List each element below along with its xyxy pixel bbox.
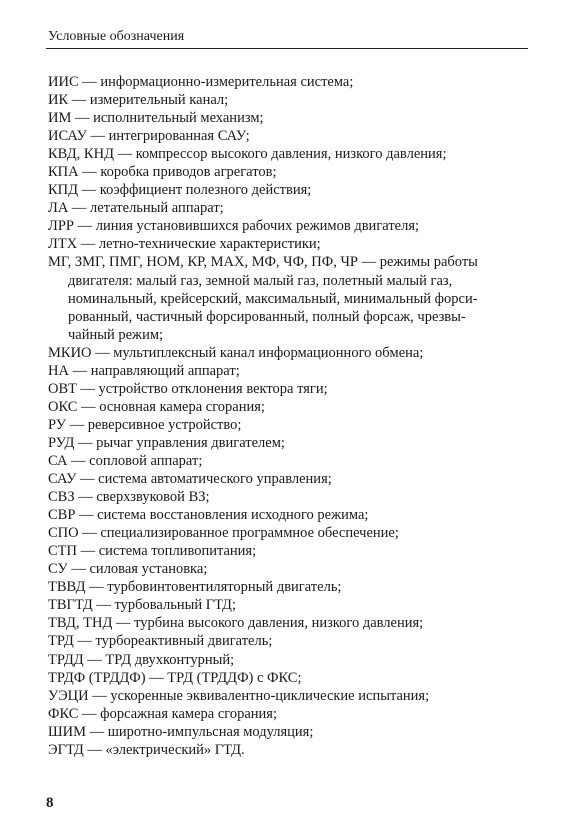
abbreviation-entry (48, 542, 529, 560)
abbreviation-text: СТП — система топливопитания; (48, 543, 257, 560)
abbreviation-text: ТВГТД — турбовальный ГТД; (48, 597, 236, 614)
abbreviation-list (48, 73, 529, 759)
abbreviation-text: ТРДД — ТРД двухконтурный; (48, 651, 235, 668)
abbreviation-entry (48, 578, 529, 596)
abbreviation-continuation: двигателя: малый газ, земной малый газ, полетный малый газ, (68, 272, 453, 289)
abbreviation-entry (48, 416, 529, 434)
header-rule (46, 48, 528, 49)
abbreviation-text: ЛА — летательный аппарат; (48, 200, 224, 217)
abbreviation-entry (48, 181, 529, 199)
abbreviation-entry (48, 145, 529, 163)
running-head: Условные обозначения (48, 29, 185, 44)
abbreviation-text: САУ — система автоматического управления; (48, 471, 332, 488)
abbreviation-entry (48, 344, 529, 362)
abbreviation-text: МГ, ЗМГ, ПМГ, НОМ, КР, МАХ, МФ, ЧФ, ПФ, ЧР — режимы работы (48, 254, 478, 271)
abbreviation-text: СА — сопловой аппарат; (48, 452, 203, 469)
abbreviation-entry (48, 163, 529, 181)
abbreviation-text: МКИО — мультиплексный канал информационного обмена; (48, 344, 424, 361)
abbreviation-text: ИСАУ — интегрированная САУ; (48, 128, 250, 145)
abbreviation-continuation: номинальный, крейсерский, максимальный, минимальный форси- (68, 290, 478, 307)
abbreviation-text: ФКС — форсажная камера сгорания; (48, 705, 277, 722)
abbreviation-entry (48, 434, 529, 452)
abbreviation-text: ТРД — турбореактивный двигатель; (48, 633, 273, 650)
abbreviation-entry (48, 235, 529, 253)
abbreviation-entry (48, 380, 529, 398)
abbreviation-text: СВР — система восстановления исходного режима; (48, 507, 369, 524)
abbreviation-entry (48, 109, 529, 127)
abbreviation-text: РУ — реверсивное устройство; (48, 416, 242, 433)
abbreviation-text: ТВД, ТНД — турбина высокого давления, низкого давления; (48, 615, 424, 632)
abbreviation-text: ШИМ — широтно-импульсная модуляция; (48, 723, 314, 740)
abbreviation-text: УЭЦИ — ускоренные эквивалентно-циклические испытания; (48, 687, 430, 704)
abbreviation-entry (48, 632, 529, 650)
abbreviation-entry (48, 741, 529, 759)
abbreviation-text: ЭГТД — «электрический» ГТД. (48, 741, 245, 758)
abbreviation-entry (48, 560, 529, 578)
abbreviation-entry (48, 398, 529, 416)
abbreviation-text: КПД — коэффициент полезного действия; (48, 182, 312, 199)
abbreviation-entry (48, 217, 529, 235)
abbreviation-entry (48, 687, 529, 705)
abbreviation-text: ТРДФ (ТРДДФ) — ТРД (ТРДДФ) с ФКС; (48, 669, 302, 686)
abbreviation-text: ТВВД — турбовинтовентиляторный двигатель; (48, 579, 342, 596)
abbreviation-continuation: чайный режим; (68, 326, 164, 343)
abbreviation-text: СВЗ — сверхзвуковой ВЗ; (48, 489, 210, 506)
abbreviation-entry (48, 705, 529, 723)
abbreviation-text: СУ — силовая установка; (48, 561, 208, 578)
abbreviation-entry (48, 669, 529, 687)
abbreviation-text: КВД, КНД — компрессор высокого давления, низкого давления; (48, 146, 447, 163)
abbreviation-entry (48, 452, 529, 470)
abbreviation-text: ЛТХ — летно-технические характеристики; (48, 236, 321, 253)
abbreviation-text: РУД — рычаг управления двигателем; (48, 434, 285, 451)
abbreviation-entry (48, 470, 529, 488)
abbreviation-continuation: рованный, частичный форсированный, полный форсаж, чрезвы- (68, 308, 466, 325)
abbreviation-text: КПА — коробка приводов агрегатов; (48, 164, 277, 181)
page-number: 8 (46, 795, 54, 811)
abbreviation-entry (48, 596, 529, 614)
abbreviation-entry (48, 524, 529, 542)
abbreviation-entry (48, 723, 529, 741)
abbreviation-text: ИК — измерительный канал; (48, 92, 229, 109)
abbreviation-text: ИИС — информационно-измерительная система; (48, 74, 354, 90)
abbreviation-entry (48, 651, 529, 669)
abbreviation-text: ИМ — исполнительный механизм; (48, 110, 264, 127)
abbreviation-entry (48, 127, 529, 145)
abbreviation-entry (48, 253, 529, 343)
abbreviation-entry (48, 199, 529, 217)
abbreviation-entry (48, 506, 529, 524)
abbreviation-text: ОВТ — устройство отклонения вектора тяги; (48, 380, 328, 397)
abbreviation-text: ЛРР — линия установившихся рабочих режимов двигателя; (48, 218, 420, 235)
abbreviation-text: ОКС — основная камера сгорания; (48, 398, 265, 415)
abbreviation-entry (48, 73, 529, 91)
abbreviation-entry (48, 614, 529, 632)
abbreviation-text: НА — направляющий аппарат; (48, 362, 240, 379)
abbreviation-text: СПО — специализированное программное обеспечение; (48, 525, 399, 542)
abbreviation-entry (48, 362, 529, 380)
abbreviation-entry (48, 488, 529, 506)
abbreviation-entry (48, 91, 529, 109)
